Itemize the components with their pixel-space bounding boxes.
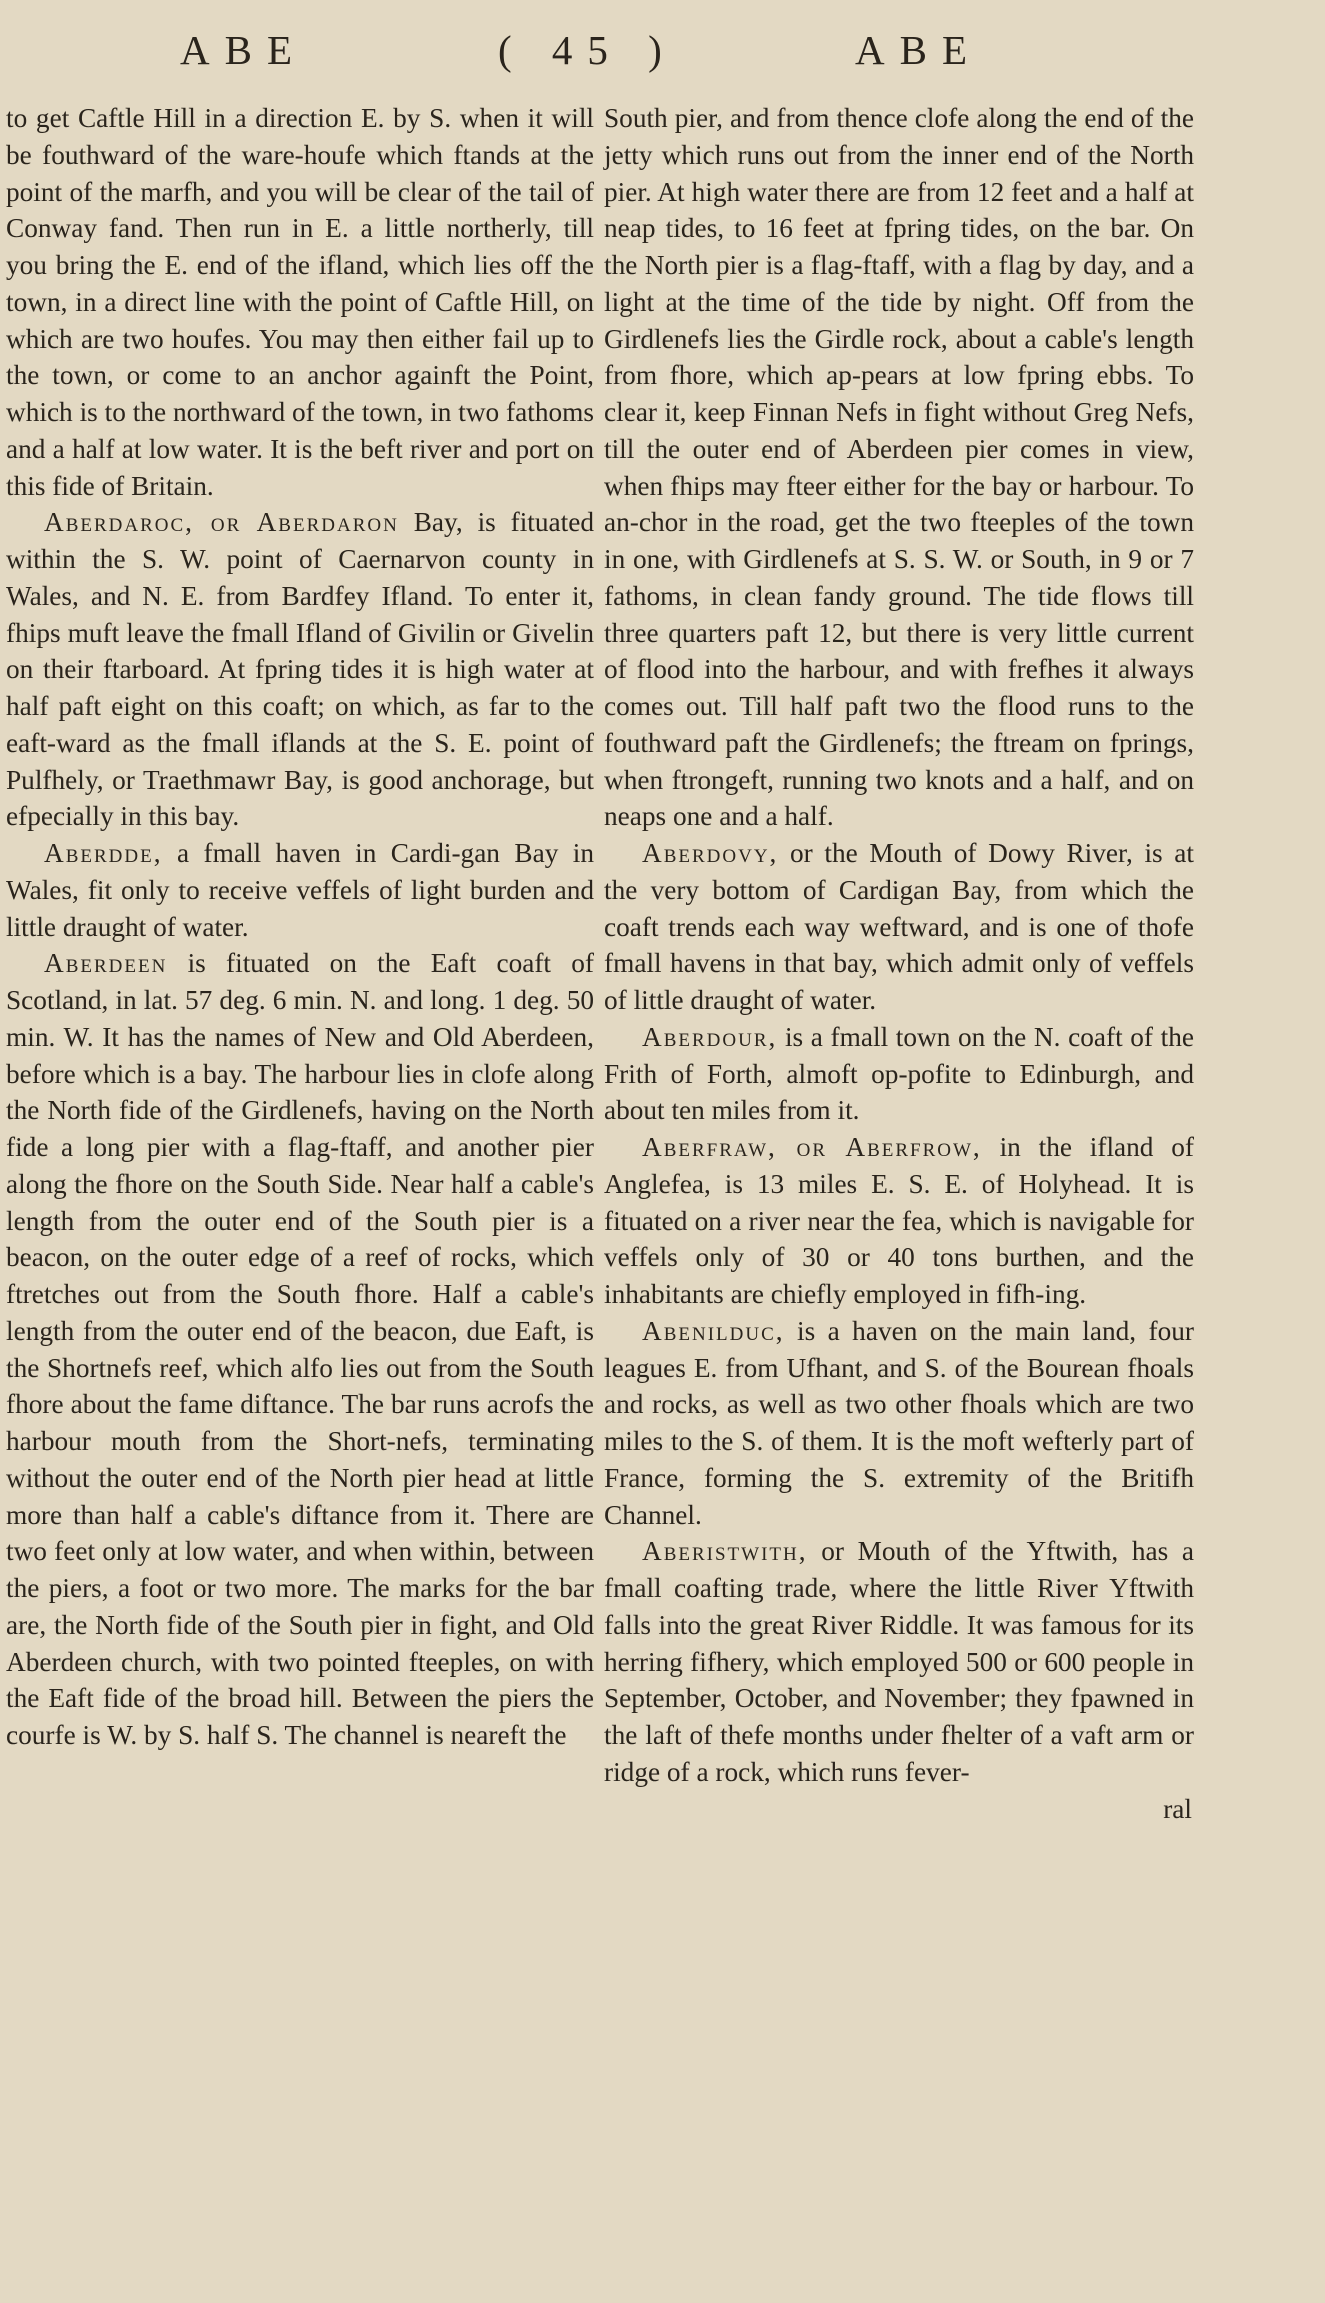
entry-aberdde: Aberdde, a fmall haven in Cardi-gan Bay in Wales, fit only to receive veffels of light burden and little draught of water. [6, 838, 595, 942]
entry-aberdour: Aberdour, is a fmall town on the N. coaft of the Frith of Forth, almoft op-pofite to Edinburgh, and about ten miles from it. [604, 1021, 1195, 1126]
page-number: ( 45 ) [498, 27, 677, 73]
left-column [6, 100, 594, 1754]
entry-aberfraw: Aberfraw, or Aberfrow, in the ifland of Anglefea, is 13 miles E. S. E. of Holyhead. It is fituated on a river near the fea, which is navigable for veffels only of 30 or 40 tons burthen, and the inhabitants are chiefly employed in fifh-ing. [604, 1132, 1195, 1309]
entry-aberdeen-continued: South pier, and from thence clofe along the end of the jetty which runs out from the inner end of the North pier. At high water there are from 12 feet and a half at neap tides, to 16 feet at fpring tides, on the bar. On the North pier is a flag-ftaff, with a flag by day, and a light at the time of the tide by night. Off from the Girdlenefs lies the Girdle rock, about a cable's length from fhore, which ap-pears at low fpring ebbs. To clear it, keep Finnan Nefs in fight without Greg Nefs, till the outer end of Aberdeen pier comes in view, when fhips may fteer either for the bay or harbour. To an-chor in the road, get the two fteeples of the town in one, with Girdlenefs at S. S. W. or South, in 9 or 7 fathoms, in clean fandy ground. The tide flows till three quarters paft 12, but there is very little current of flood into the harbour, and with frefhes it always comes out. Till half paft two the flood runs to the fouthward paft the Girdlenefs; the ftream on fprings, when ftrongeft, running two knots and a half, and on neaps one and a half. [604, 103, 1194, 832]
entry-aberdeen: Aberdeen is fituated on the Eaft coaft of Scotland, in lat. 57 deg. 6 min. N. and long. 1 deg. 50 min. W. It has the names of New and Old Aberdeen, before which is a bay. The harbour lies in clofe along the North fide of the Girdlenefs, having on the North fide a long pier with a flag-ftaff, and another pier along the fhore on the South Side. Near half a cable's length from the outer end of the South pier is a beacon, on the outer edge of a reef of rocks, which ftretches out from the South fhore. Half a cable's length from the outer end of the beacon, due Eaft, is the Shortnefs reef, which alfo lies out from the South fhore about the fame diftance. The bar runs acrofs the harbour mouth from the Short-nefs, terminating without the outer end of the North pier head at little more than half a cable's diftance from it. There are two feet only at low water, and when within, between the piers, a foot or two more. The marks for the bar are, the North fide of the South pier in fight, and Old Aberdeen church, with two pointed fteeples, on with the Eaft fide of the broad hill. Between the piers the courfe is W. by S. half S. The channel is neareft the [6, 948, 594, 1750]
header-right: ABE [855, 27, 982, 73]
entry-aberistwith: Aberistwith, or Mouth of the Yftwith, has a fmall coafting trade, where the little River Yftwith falls into the great River Riddle. It was famous for its herring fifhery, which employed 500 or 600 people in September, October, and November; they fpawned in the laft of thefe months under fhelter of a vaft arm or ridge of a rock, which runs fever- [604, 1536, 1194, 1787]
right-column [604, 100, 1194, 1827]
entry-aberdovy: Aberdovy, or the Mouth of Dowy River, is at the very bottom of Cardigan Bay, from which the coaft trends each way weftward, and is one of thofe fmall havens in that bay, which admit only of veffels of little draught of water. [604, 838, 1194, 1015]
entry-aberdaron: Aberdaroc, or Aberdaron Bay, is fituated within the S. W. point of Caernarvon county in Wales, and N. E. from Bardfey Ifland. To enter it, fhips muft leave the fmall Ifland of Givilin or Givelin on their ftarboard. At fpring tides it is high water at half paft eight on this coaft; on which, as far to the eaft-ward as the fmall iflands at the S. E. point of Pulfhely, or Traethmawr Bay, is good anchorage, but efpecially in this bay. [6, 507, 594, 832]
running-header [0, 22, 1325, 82]
entry-continuation: to get Caftle Hill in a direction E. by S. when it will be fouthward of the ware-houfe which ftands at the point of the marfh, and you will be clear of the tail of Conway fand. Then run in E. a little northerly, till you bring the E. end of the ifland, which lies off the town, in a direct line with the point of Caftle Hill, on which are two houfes. You may then either fail up to the town, or come to an anchor againft the Point, which is to the northward of the town, in two fathoms and a half at low water. It is the beft river and port on this fide of Britain. [6, 103, 594, 501]
catchword: ral [1163, 1793, 1192, 1824]
header-left: ABE [180, 27, 307, 73]
entry-abenilduc: Abenilduc, is a haven on the main land, four leagues E. from Ufhant, and S. of the Bourean fhoals and rocks, as well as two other fhoals which are two miles to the S. of them. It is the moft wefterly part of France, forming the S. extremity of the Britifh Channel. [604, 1315, 1194, 1530]
